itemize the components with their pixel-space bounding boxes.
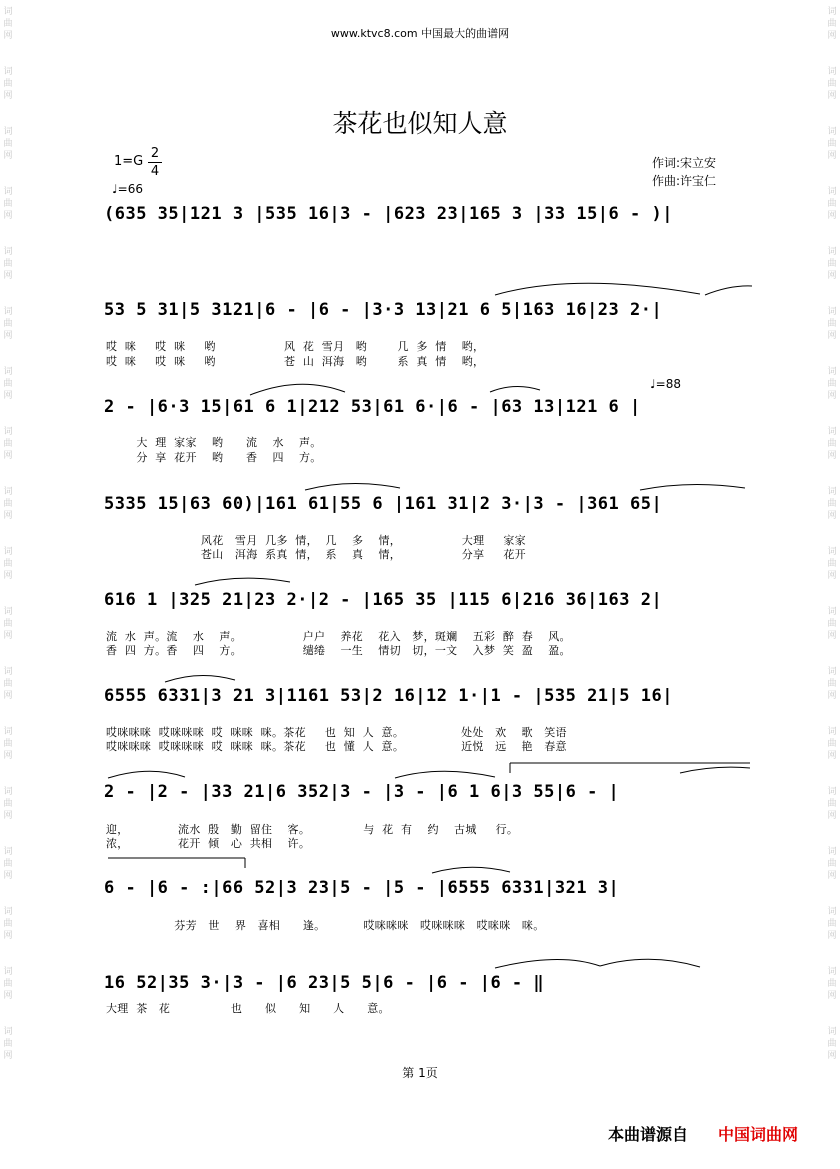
watermark-text: 词 曲 网 <box>827 787 837 821</box>
watermark-text: 词 曲 网 <box>3 7 13 41</box>
watermark-text: 词 曲 网 <box>827 667 837 701</box>
score-system-1-notes: (635 35|121 3 |535 16|3 - |623 23|165 3 |33 15|6 - )| <box>104 204 673 224</box>
score-system-8-notes: 6 - |6 - :|66 52|3 23|5 - |5 - |6555 6331|321 3| <box>104 878 620 898</box>
watermark-text: 词 曲 网 <box>827 247 837 281</box>
slur-arc <box>600 959 700 967</box>
watermark-text: 词 曲 网 <box>827 427 837 461</box>
score-system-6-lyrics-verse-1: 哎咪咪咪 哎咪咪咪 哎 咪咪 咪。茶花 也 知 人 意。 处处 欢 歌 笑语 <box>106 726 567 739</box>
slur-arc <box>432 867 510 873</box>
footer-site-link[interactable]: 中国词曲网 <box>718 1125 799 1144</box>
watermark-text: 词 曲 网 <box>3 67 13 101</box>
score-system-6-notes: 6555 6331|3 21 3|1161 53|2 16|12 1·|1 - |535 21|5 16| <box>104 686 673 706</box>
score-system-8-lyrics-verse-1: 芬芳 世 界 喜相 逢。 哎咪咪咪 哎咪咪咪 哎咪咪 咪。 <box>106 919 545 932</box>
score-system-5-lyrics-verse-1: 流 水 声。流 水 声。 户户 养花 花入 梦，斑斓 五彩 醉 春 风。 <box>106 630 571 643</box>
watermark-text: 词 曲 网 <box>3 787 13 821</box>
slur-arc <box>165 675 235 682</box>
watermark-text: 词 曲 网 <box>3 607 13 641</box>
score-system-6-lyrics-verse-2: 哎咪咪咪 哎咪咪咪 哎 咪咪 咪。茶花 也 懂 人 意。 近悦 远 艳 春意 <box>106 740 567 753</box>
score-system-2-lyrics-verse-2: 哎 咪 哎 咪 哟 苍 山 洱海 哟 系 真 情 哟， <box>106 355 485 368</box>
key-signature: 1=G <box>114 154 144 169</box>
slur-arc <box>705 286 752 295</box>
score-system-3-lyrics-verse-1: 大 理 家家 哟 流 水 声。 <box>106 436 322 449</box>
score-system-9-lyrics-verse-1: 大理 茶 花 也 似 知 人 意。 <box>106 1002 390 1015</box>
watermark-text: 词 曲 网 <box>3 547 13 581</box>
watermark-text: 词 曲 网 <box>827 367 837 401</box>
header-url: www.ktvc8.com 中国最大的曲谱网 <box>330 27 510 40</box>
watermark-text: 词 曲 网 <box>3 367 13 401</box>
score-system-7-lyrics-verse-1: 迎， 流水 殷 勤 留住 客。 与 花 有 约 古城 行。 <box>106 823 519 836</box>
slur-arc <box>305 483 400 490</box>
footer-source-label: 本曲谱源自 <box>608 1125 689 1144</box>
watermark-text: 词 曲 网 <box>827 67 837 101</box>
score-system-4-notes: 5335 15|63 60)|161 61|55 6 |161 31|2 3·|3 - |361 65| <box>104 494 663 514</box>
watermark-text: 词 曲 网 <box>827 127 837 161</box>
lyricist-credit: 作词:宋立安 <box>652 156 717 170</box>
watermark-text: 词 曲 网 <box>827 907 837 941</box>
watermark-text: 词 曲 网 <box>827 847 837 881</box>
watermark-text: 词 曲 网 <box>3 727 13 761</box>
slur-arc <box>640 484 745 490</box>
tempo-marking: ♩=66 <box>112 182 143 196</box>
score-system-3-lyrics-verse-2: 分 享 花开 哟 香 四 方。 <box>106 451 322 464</box>
watermark-text: 词 曲 网 <box>827 1027 837 1061</box>
score-system-7-lyrics-verse-2: 浓， 花开 倾 心 共相 许。 <box>106 837 311 850</box>
watermark-text: 词 曲 网 <box>3 427 13 461</box>
score-system-4-lyrics-verse-1: 风花 雪月 几多 情， 几 多 情， 大理 家家 <box>106 534 526 547</box>
watermark-text: 词 曲 网 <box>3 847 13 881</box>
composer-credit: 作曲:许宝仁 <box>652 174 717 188</box>
slur-arc <box>495 959 600 968</box>
slur-arc <box>250 384 345 395</box>
watermark-text: 词 曲 网 <box>3 487 13 521</box>
score-system-5-lyrics-verse-2: 香 四 方。香 四 方。 缱绻 一生 情切 切，一文 入梦 笑 盈 盈。 <box>106 644 571 657</box>
watermark-text: 词 曲 网 <box>3 247 13 281</box>
watermark-text: 词 曲 网 <box>3 187 13 221</box>
watermark-text: 词 曲 网 <box>3 1027 13 1061</box>
watermark-text: 词 曲 网 <box>827 307 837 341</box>
time-signature-bottom: 4 <box>148 162 162 180</box>
watermark-text: 词 曲 网 <box>3 307 13 341</box>
watermark-text: 词 曲 网 <box>827 547 837 581</box>
watermark-text: 词 曲 网 <box>827 487 837 521</box>
watermark-text: 词 曲 网 <box>827 967 837 1001</box>
score-system-3-notes: 2 - |6·3 15|61 6 1|212 53|61 6·|6 - |63 13|121 6 | <box>104 397 641 417</box>
slur-arc <box>395 771 495 778</box>
score-system-9-notes: 16 52|35 3·|3 - |6 23|5 5|6 - |6 - |6 - ‖ <box>104 973 545 993</box>
score-system-4-lyrics-verse-2: 苍山 洱海 系真 情， 系 真 情， 分享 花开 <box>106 548 526 561</box>
watermark-text: 词 曲 网 <box>3 907 13 941</box>
watermark-text: 词 曲 网 <box>3 127 13 161</box>
watermark-text: 词 曲 网 <box>3 967 13 1001</box>
slur-arc <box>680 767 750 773</box>
score-system-7-notes: 2 - |2 - |33 21|6 352|3 - |3 - |6 1 6|3 55|6 - | <box>104 782 620 802</box>
slur-arc <box>108 771 185 778</box>
watermark-text: 词 曲 网 <box>3 667 13 701</box>
tempo-marking-2: ♩=88 <box>650 377 681 391</box>
song-title: 茶花也似知人意 <box>332 109 508 138</box>
slur-arc <box>490 386 540 392</box>
watermark-text: 词 曲 网 <box>827 607 837 641</box>
watermark-text: 词 曲 网 <box>827 7 837 41</box>
watermark-text: 词 曲 网 <box>827 187 837 221</box>
score-system-2-lyrics-verse-1: 哎 咪 哎 咪 哟 风 花 雪月 哟 几 多 情 哟， <box>106 340 485 353</box>
time-signature-top: 2 <box>150 146 160 161</box>
score-system-2-notes: 53 5 31|5 3121|6 - |6 - |3·3 13|21 6 5|163 16|23 2·| <box>104 300 663 320</box>
page-number: 第 1页 <box>402 1066 438 1080</box>
slur-arc <box>195 578 290 585</box>
watermark-text: 词 曲 网 <box>827 727 837 761</box>
slur-arc <box>495 283 700 295</box>
score-system-5-notes: 616 1 |325 21|23 2·|2 - |165 35 |115 6|216 36|163 2| <box>104 590 663 610</box>
